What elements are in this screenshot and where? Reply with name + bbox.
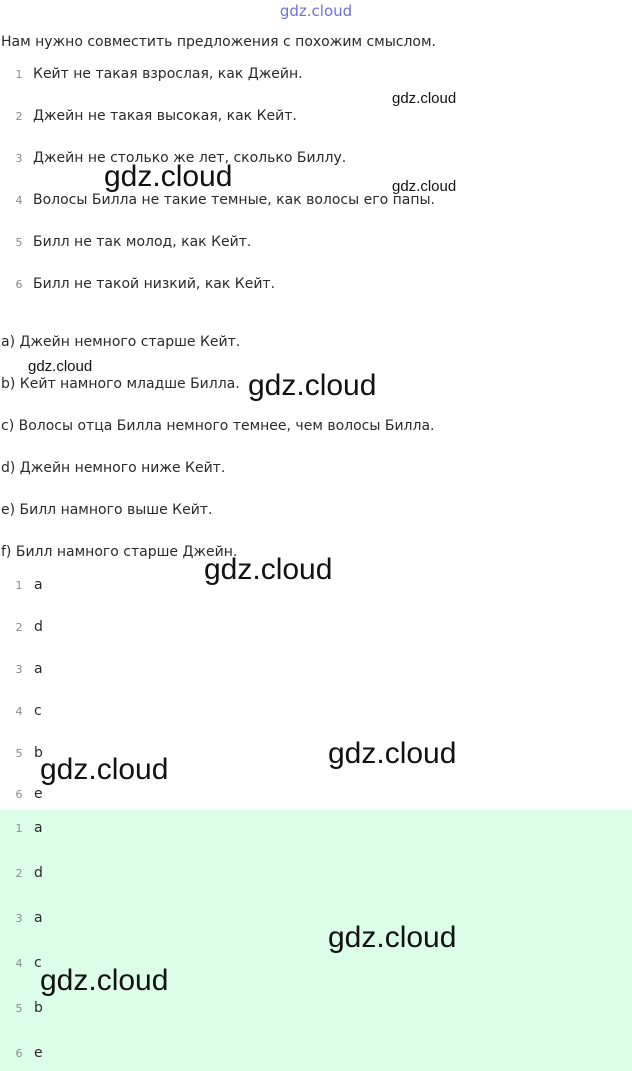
watermark: gdz.cloud xyxy=(40,964,169,997)
answer-letter: d xyxy=(34,619,43,635)
sentence-text: Волосы Билла не такие темные, как волосы его папы. xyxy=(33,192,435,208)
option-b: b) Кейт намного младше Билла. xyxy=(1,376,240,392)
row-number: 4 xyxy=(15,705,23,718)
option-a: a) Джейн немного старше Кейт. xyxy=(1,334,241,350)
answer-letter: e xyxy=(34,786,43,802)
watermark: gdz.cloud xyxy=(392,90,457,107)
watermark: gdz.cloud xyxy=(328,921,457,954)
sentence-text: Билл не такой низкий, как Кейт. xyxy=(33,276,276,292)
answer-highlight-block xyxy=(0,810,632,1071)
watermark: gdz.cloud xyxy=(104,160,233,193)
row-number: 3 xyxy=(15,152,23,165)
watermark: gdz.cloud xyxy=(40,753,169,786)
row-number: 4 xyxy=(15,194,23,207)
row-number: 5 xyxy=(15,1002,23,1015)
row-number: 2 xyxy=(15,621,23,634)
row-number: 6 xyxy=(15,1047,23,1060)
row-number: 2 xyxy=(15,867,23,880)
answer-letter: d xyxy=(34,865,43,881)
site-logo[interactable]: gdz.cloud xyxy=(279,2,353,20)
watermark: gdz.cloud xyxy=(204,553,333,586)
answer-letter: a xyxy=(34,661,43,677)
option-e: e) Билл намного выше Кейт. xyxy=(1,502,213,518)
row-number: 6 xyxy=(15,788,23,801)
row-number: 1 xyxy=(15,579,23,592)
row-number: 6 xyxy=(15,278,23,291)
row-number: 1 xyxy=(15,822,23,835)
row-number: 1 xyxy=(15,68,23,81)
answer-letter: b xyxy=(34,745,43,761)
answer-letter: b xyxy=(34,1000,43,1016)
sentence-text: Джейн не такая высокая, как Кейт. xyxy=(33,108,297,124)
row-number: 3 xyxy=(15,663,23,676)
instruction-text: Нам нужно совместить предложения с похожим смыслом. xyxy=(1,34,437,50)
answer-letter: c xyxy=(34,703,42,719)
sentence-text: Кейт не такая взрослая, как Джейн. xyxy=(33,66,303,82)
option-f: f) Билл намного старше Джейн. xyxy=(1,544,238,560)
watermark: gdz.cloud xyxy=(248,369,377,402)
answer-letter: a xyxy=(34,910,43,926)
answer-letter: a xyxy=(34,820,43,836)
option-c: c) Волосы отца Билла немного темнее, чем волосы Билла. xyxy=(1,418,435,434)
row-number: 3 xyxy=(15,912,23,925)
row-number: 4 xyxy=(15,957,23,970)
answer-letter: c xyxy=(34,955,42,971)
row-number: 5 xyxy=(15,236,23,249)
sentence-text: Билл не так молод, как Кейт. xyxy=(33,234,252,250)
watermark: gdz.cloud xyxy=(28,358,93,375)
answer-letter: e xyxy=(34,1045,43,1061)
answer-letter: a xyxy=(34,577,43,593)
row-number: 2 xyxy=(15,110,23,123)
watermark: gdz.cloud xyxy=(392,178,457,195)
row-number: 5 xyxy=(15,747,23,760)
sentence-text: Джейн не столько же лет, сколько Биллу. xyxy=(33,150,347,166)
option-d: d) Джейн немного ниже Кейт. xyxy=(1,460,226,476)
watermark: gdz.cloud xyxy=(328,737,457,770)
